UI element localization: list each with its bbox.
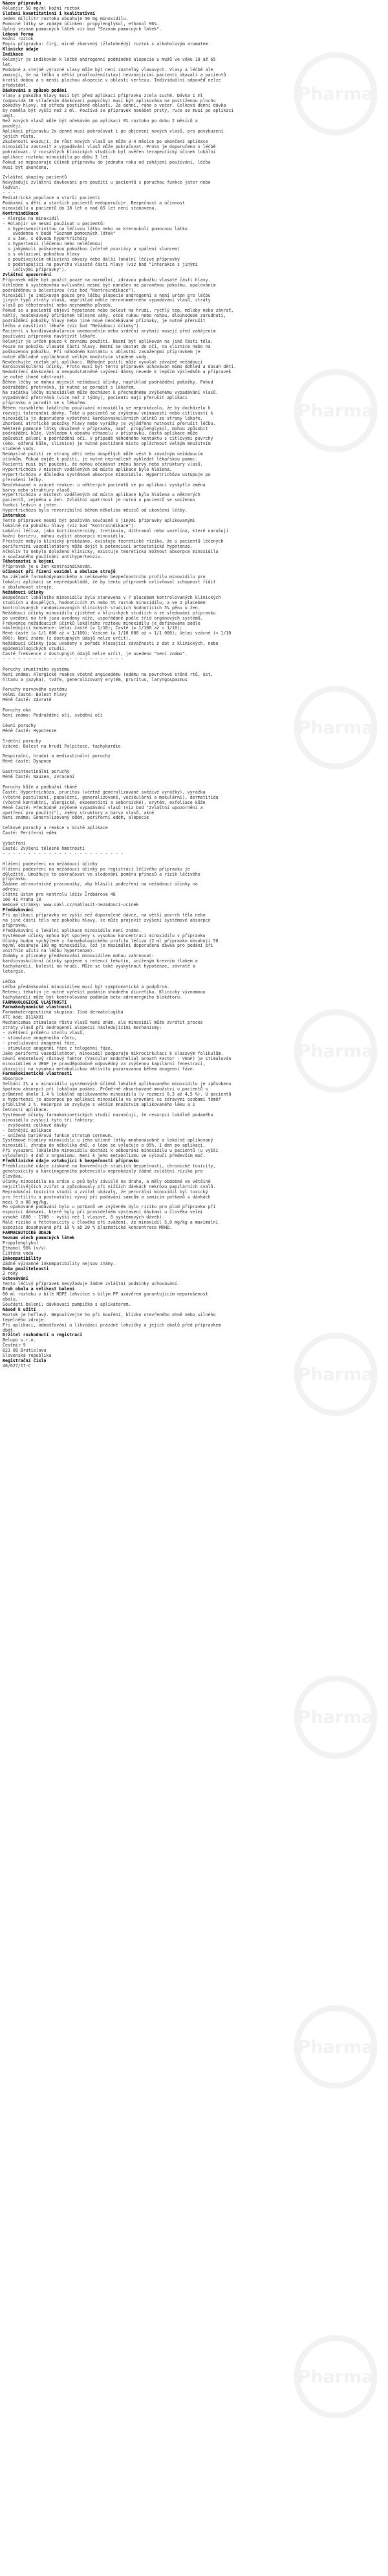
- section-heading: Název přípravku: [3, 1, 41, 6]
- body-text-line: Gastrointestinální poruchy: [3, 769, 70, 775]
- body-text-line: musí být ukončena.: [3, 164, 49, 170]
- pharma-watermark-logo: [287, 2328, 384, 2425]
- body-text-line: Vzhledem k systémovému ovlivnění nesmí být nanášen na poraněnou pokožku, opalováním: [3, 282, 216, 288]
- body-text-line: kožní bariéru, mohou zvýšit absorpci minoxidilu.: [3, 533, 126, 539]
- section-heading: Indikace: [3, 52, 23, 58]
- body-text-line: Při aplikaci, odmašťování a likvidaci prázdné lahvičky a jejích obalů před přípravkem: [3, 1322, 221, 1328]
- section-heading: Seznam všech pomocných látek: [3, 1235, 75, 1240]
- pharma-watermark-logo: [287, 1998, 384, 2095]
- body-text-line: Během léčby se mohou objevit nežádoucí účinky, například podráždění pokožky. Pokud: [3, 380, 213, 385]
- body-text-line: Než nových vlasů může být očekáván po aplikaci 0% roztoku po dobu 2 měsíců a: [3, 118, 198, 124]
- body-text-line: Frekvence nežádoucích účinků lokálního roztoku minoxidilu je definována podle: [3, 620, 200, 626]
- body-text-line: studené vody.: [3, 446, 36, 452]
- body-text-line: Poruchy imunitního systému: [3, 666, 70, 672]
- body-text-line: kardiovaskulární účinky spojené s retencí tekutin, sníženým krevním tlakem a: [3, 958, 198, 964]
- section-heading: Klinické údaje: [3, 47, 39, 52]
- section-heading: Registrační číslo: [3, 1358, 47, 1364]
- body-text-line: Méně časté: Hypotenze: [3, 728, 57, 733]
- section-heading: Držitel rozhodnutí o registraci: [3, 1332, 83, 1338]
- body-text-line: Čestmír 9: [3, 1343, 26, 1348]
- body-text-line: Zkušenosti ukazují, že růst nových vlasů se může 3-4 měsíce po ukončení aplikace: [3, 138, 208, 144]
- section-heading: Uchovávání: [3, 1276, 28, 1282]
- body-text-line: Účinky budou vychýlené z farmakologického profilu léčiva (2 ml přípravku obsahují 50: [3, 938, 219, 944]
- body-text-line: epidemiologických studií.: [3, 646, 67, 652]
- body-text-line: - - - - - - - - - - - - - - - - - - - - - - - -: [3, 656, 124, 662]
- body-text-line: Při vysazení lokálního minoxidilu dochází k odbourání minoxidilu u pacientů (u vyšší: [3, 1148, 219, 1154]
- body-text-line: - - - - - - - - - - - - - - - - - - - - - - - -: [3, 850, 124, 856]
- body-text-line: opatření pro použití"), změny struktury a barvy vlasů, akné: [3, 810, 155, 816]
- svg-text:Pharma: Pharma: [297, 2037, 374, 2057]
- body-text-line: Poruchy oka: [3, 708, 31, 713]
- body-text-line: funkcí ledvin a jater.: [3, 503, 59, 508]
- body-text-line: Hlášení podezření na nežádoucí účinky po registraci léčivého přípravku je: [3, 866, 190, 872]
- body-text-line: Známky a příznaky předávkování minoxidilem mohou zahrnovat:: [3, 953, 155, 959]
- svg-text:Pharma: Pharma: [297, 84, 374, 104]
- body-text-line: Cévní poruchy: [3, 722, 36, 728]
- body-text-line: účinkům. Pokud dojde k požití, je nutné neprodleně vyhledat lékařskou pomoc.: [3, 457, 198, 462]
- body-text-line: Belupo s.r.o.: [3, 1337, 36, 1343]
- body-text-line: 60 ml roztoku v bílé HDPE lahvičce s bílým PP uzávěrem garantujícím neporušenost: [3, 1292, 208, 1297]
- body-text-line: Retenci tekutin je nutné vyřešit podáním vhodného diuretika. Klinicky významnou: [3, 989, 206, 995]
- body-text-line: Přestože nebylo klinicky prokázáno, existuje teoretické riziko, že u pacientů léčených: [3, 538, 224, 544]
- blank-line: [3, 734, 385, 739]
- body-text-line: Nežádoucí účinky minoxidilu zjištěné v klinických studiích a ze sledování přípravku: [3, 610, 216, 616]
- svg-text:Pharma: Pharma: [297, 1365, 374, 1385]
- body-text-line: obalu.: [3, 1297, 18, 1303]
- body-text-line: léčivými přípravky").: [3, 266, 67, 272]
- body-text-line: vyloučení) 4 dnů z organismu. Není k jeho metabolizmu ve vyloučí především moč.: [3, 1153, 206, 1159]
- body-text-line: poškozenou pokožku. Při náhodném kontaktu s oblastmi zasaženými přípravkem je: [3, 349, 200, 354]
- body-text-line: Léčba: [3, 979, 16, 984]
- body-text-line: Účinky minoxidilu na srdce u psů byly závislé na druhu, a měly obdobné ve většině: [3, 1178, 211, 1184]
- body-text-line: Propylenglykol: [3, 1240, 39, 1246]
- body-text-line: kratší dobou a s menší plochou alopecie v oblasti vertexu. Individuální odpověď nelze: [3, 77, 221, 83]
- body-text-line: adresu:: [3, 887, 21, 893]
- section-heading: Návod k užití: [3, 1306, 36, 1312]
- body-text-line: o používajícím okluzivní obvazy nebo další lokální léčivé přípravky: [3, 257, 180, 263]
- body-text-line: pokožky hlavy, od středu postižené oblasti. Za denní, ráno a večer. Celková denní dávka: [3, 103, 226, 109]
- blank-line: [3, 719, 385, 724]
- blank-line: [3, 836, 385, 841]
- svg-text:Pharma: Pharma: [297, 1041, 374, 1061]
- body-text-line: náhlý, neočekávaný přírůstek tělesné váhy, otok rukou nebo nohou, dlouhodobé zarudnutí,: [3, 313, 226, 319]
- body-text-line: 46/627/17-C: [3, 1363, 31, 1369]
- body-text-line: Vypadávání přetrvává (více než 2 týdny), pacienti mají přerušit aplikaci: [3, 395, 188, 400]
- body-text-line: Časté: Zvýšení tělesné hmotnosti: [3, 845, 85, 851]
- body-text-line: ztráty vlasů při androgenní alopecii následujícími mechanismy:: [3, 1025, 162, 1031]
- body-text-line: Zvláštní skupiny pacientů: [3, 175, 67, 180]
- body-text-line: Přípravek může být použit pouze na normální, zdravou pokožku vlasaté části hlavy.: [3, 277, 211, 283]
- body-text-line: Žádné významné inkompatibility nejsou známy.: [3, 1261, 116, 1266]
- body-text-line: Státní ústav pro kontrolu léčiv Šrobárova 48: [3, 892, 116, 898]
- body-text-line: tepelného zdroje.: [3, 1317, 47, 1323]
- body-text-line: používání přípravku navštívit lékaře.: [3, 333, 98, 339]
- body-text-line: Minoxidil je indikován pouze pro léčbu alopecie androgenní a není určen pro léčbu: [3, 292, 211, 298]
- body-text-line: jejich růstu.: [3, 133, 36, 139]
- body-text-line: Rolanjir 50 mg/ml kožní roztok: [3, 5, 80, 11]
- section-heading: Účinnost při řízení vozidel a obsluze strojů: [3, 569, 116, 575]
- body-text-line: minoxidilu zastavit a vypadávání vlasů může pokračovat. Proto je doporučeno v léčbě: [3, 144, 216, 149]
- body-text-line: Popis přípravku: čirý, mírně zbarvený (žlutohnědý) roztok s alkoholovým aromatem.: [3, 41, 211, 47]
- section-heading: Druh obalu a velikost balení: [3, 1286, 75, 1292]
- body-text-line: vysoké (800 - 1700 - vyšší než 1 vlasové, 0 systémových dávek).: [3, 1215, 165, 1220]
- body-text-line: o podstupující na povrchu vlasaté části hlavy (viz bod "Interakce s jinými: [3, 262, 198, 267]
- body-text-line: Přípravek je u žen kontraindikován.: [3, 564, 92, 570]
- body-text-line: vlasů po těhotenství nebo neznámého původu.: [3, 303, 113, 308]
- section-heading: Kontraindikace: [3, 210, 39, 216]
- body-text-line: Méně časté: Nauzea, zvracení: [3, 774, 75, 780]
- body-text-line: Reprodukční toxicita studií u zvířat ukázaly, že perorální minoxidil byl toxický: [3, 1189, 208, 1195]
- body-text-line: přípravku a poradit se s lékařem.: [3, 400, 88, 406]
- section-heading: Interakce: [3, 513, 26, 519]
- body-text-line: Ethanol 96% (v/v): [3, 1245, 47, 1251]
- body-text-line: Cévní endotelový růstový faktor (Vascular Endothelial Growth Factor - VEGF) je stimulován: [3, 1055, 232, 1061]
- section-heading: Léková forma: [3, 31, 34, 37]
- body-text-line: Podobné a stejně výrazné vlasy může být není znateľný vlasových. Vlasy a léčbě ale: [3, 67, 213, 72]
- body-text-line: Roztok je hořlavý. Nepoužívejte ho při kouření, blízko otevřeného ohně nebo silného: [3, 1312, 216, 1317]
- body-text-line: expozici dávkami, které byly při pravidelném vystavení dávkami u člověka velmi: [3, 1209, 203, 1215]
- body-text-line: Malé riziko a fetotoxicity u člověka při zvážení, že minoxidil 5,0 mg/kg a maximální: [3, 1220, 219, 1226]
- body-text-line: způsobit pálení a podráždění očí. V případě náhodného kontaktu s citlivými povrchy: [3, 436, 213, 442]
- body-text-line: Pokud se nepozoruje účinek přípravku do jednoho roku od zahájení používání, léčba: [3, 159, 211, 165]
- section-heading: Doba použitelnosti: [3, 1266, 49, 1272]
- section-heading: Dávkování a způsob podání: [3, 87, 67, 93]
- body-text-line: Systémové hladiny minoxidilu u jeho účinné látky mnohonásobně a lokálně aplikovaný: [3, 1138, 213, 1143]
- body-text-line: Časté frekvence z dostupných údajů nelze určit, je uvedeno "není známo".: [3, 651, 188, 657]
- body-text-line: průměrně okolo 1,4 % lokálně aplikovaného minoxidilu (v rozmezí 0,3 až 4,5 %). U pacientů: [3, 1092, 232, 1098]
- body-text-line: minoxidilu u pacientů do 18 let a nad 65 let není stanovena.: [3, 205, 157, 211]
- body-text-line: Hypertrichóza v místech vzdálených od místa aplikace byla hlášena.: [3, 466, 173, 472]
- body-text-line: mg/ml obsahuje 100 mg minoxidilu, což je maximální doporučená dávka pro podání při: [3, 943, 213, 949]
- body-text-line: Časté: Hypertrichóza, pruritus (včetně generalizované svědivé vyrážky), vyrážka: [3, 789, 206, 795]
- body-text-line: Velmi časté: Bolest hlavy: [3, 692, 67, 698]
- body-text-line: 000); Není známo (z dostupných údajů nelze určit).: [3, 636, 131, 642]
- body-text-line: aplikace roztoku minoxidilu po dobu 3 let.: [3, 154, 111, 160]
- body-text-line: špatnou absorpcí při lokálním podání. Průměrně absorbované množství u pacientů s: [3, 1087, 208, 1092]
- body-text-line: Neúmyslné požití ze strany dětí nebo dospělých může vést k závažným nežádoucím: [3, 451, 203, 457]
- body-text-line: o hypertenzí (léčenou nebo neléčenou): [3, 241, 103, 247]
- body-text-line: Pacienti musí být poučeni, že mohou očekávat změnu barvy nebo struktury vlasů.: [3, 461, 203, 467]
- body-text-line: Součástí balení: dávkovací pumpička s aplikátorem.: [3, 1301, 131, 1307]
- section-heading: FARMACEUTICKÉ ÚDAJE: [3, 1230, 52, 1236]
- body-text-line: - zvyšování celkové dávky: [3, 1122, 67, 1128]
- body-text-line: Rolanjir je indikován k léčbě androgenní podmíněné alopecie u mužů ve věku 18 až 65: [3, 57, 216, 63]
- body-text-line: a současného používání antihypertenziv.: [3, 554, 103, 559]
- body-text-line: Pomocné látky se známým účinkem: propylenglykol, ethanol 96%.: [3, 21, 160, 27]
- section-heading: Farmakokinetické vlastnosti: [3, 1071, 72, 1077]
- body-text-line: Tento přípravek nesmí být používán současně s jinými přípravky aplikovanými: [3, 518, 195, 524]
- leaflet-document: [3, 1, 385, 1369]
- body-text-line: uvedenou v bodě "Seznam pomocných látek": [3, 231, 116, 237]
- body-text-line: tachykardií, bolestí na hrudi. Může se také vyskytnout hypotenze, závratě a: [3, 964, 195, 969]
- body-text-line: zmazují, že na léčbu u větší prodloužení(stav) nevznajícími pacienti ukazali a pacientů: [3, 72, 226, 78]
- body-text-line: Srdeční poruchy: [3, 738, 41, 744]
- body-text-line: přípravku.: [3, 922, 28, 928]
- body-text-line: kontrolovaných randomizovaných klinických studiích hodnotících 5% pěnu u žen.: [3, 605, 200, 611]
- body-text-line: Absorpce: [3, 1076, 23, 1082]
- body-text-line: o s okluzivní pokožkou hlavy: [3, 252, 80, 257]
- body-text-line: Bezpečnost lokálního minoxidilu byla stanovena v 7 placebem kontrolovaných klinických: [3, 594, 221, 600]
- body-text-line: Předávkování s lokální aplikace minoxidilu není známo.: [3, 927, 142, 933]
- body-text-line: minoxidilu je doporučeno vyšetření kardiovaskulárních účinků ze strany lékaře.: [3, 415, 203, 421]
- body-text-line: minoxidil, zhruba do několika dnů, a lépe se vylučuje o 95%. 1 den po aplikaci.: [3, 1143, 206, 1149]
- body-text-line: lokálně na pokožku hlavy (viz bod "Kontraindikace").: [3, 523, 136, 529]
- body-text-line: o jakýmkoli poškozenou pokožkou (včetně psoriázy a spálení sluncem): [3, 246, 180, 252]
- body-text-line: - Alergie na minoxidil: [3, 215, 59, 221]
- body-text-line: Selhání 2% a u minoxidilu systémových účinků lokálně aplikovaného minoxidilu je způsobeno: [3, 1081, 232, 1087]
- body-text-line: předvídat.: [3, 82, 28, 88]
- body-text-line: podráždění pokožky hlavy nebo jiné nové neočekávané příznaky, je nutné přerušit: [3, 318, 206, 324]
- body-text-line: Čištěná voda: [3, 1250, 34, 1256]
- body-text-line: Vzácné: Bolest na hrudi Palpitace, tachykardie: [3, 743, 121, 749]
- body-text-line: Slovenská republika: [3, 1353, 52, 1359]
- body-text-line: Pediatrická populace a starší pacienti: [3, 195, 100, 201]
- section-heading: Složení kvantitativní i kvalitativní: [3, 10, 95, 16]
- body-text-line: Webové stránky: www.sukl.cz/nahlasit-nezadouci-ucinek: [3, 902, 139, 908]
- body-text-line: Zhoršení atrofické pokožky hlavy nebo vyrážky je vyjádřeno nutností přerušit léčbu.: [3, 420, 216, 426]
- body-text-line: Farmakoterapeutická skupina: Jiná dermatologika: [3, 1010, 124, 1015]
- body-text-line: (oko, odřená kůže, sliznice) je nutné postižené místo opláchnout velkým množstvím: [3, 441, 211, 447]
- body-text-line: - snížená bariérová funkce stratum corneum.: [3, 1132, 113, 1138]
- body-text-line: Ačkoliv to nebylo doloženo klinicky, existuje teoretická možnost absorpce minoxidilu: [3, 548, 219, 554]
- section-heading: Inkompatibility: [3, 1255, 41, 1261]
- body-text-line: a obsluhovat stroje.: [3, 585, 54, 590]
- section-heading: Farmakodynamické vlastnosti: [3, 1004, 72, 1010]
- body-text-line: (odpovídá 10 stlačením dávkovací pumpičky) musí být aplikována na postiženou plochu: [3, 98, 216, 103]
- body-text-line: Mechanismus stimulace růstu vlasů není znám, ale minoxidil může zvrátit proces: [3, 1020, 203, 1026]
- body-text-line: Pokud se u pacientů objeví hypotenze nebo bolest na hrudi, rychlý tep, mdloby nebo závrať,: [3, 308, 234, 314]
- body-text-line: Nevyžadují zvláštní dávkování pro použití u pacientů s poruchou funkce jater nebo: [3, 180, 211, 186]
- body-text-line: ledvin.: [3, 185, 21, 191]
- body-text-line: minoxidilem a VEGF je pravděpodobně odpovědný za zvýšenou kapilární fenestraci,: [3, 1061, 206, 1066]
- body-text-line: Žádáme zdravotnické pracovníky, aby hlásili podezření na nežádoucí účinky na: [3, 882, 198, 887]
- body-text-line: Úplný seznam pomocných látek viz bod "Seznam pomocných látek".: [3, 26, 162, 32]
- body-text-line: Během rozsáhlého lokálního používání minoxidilu se neprokázalo, že by docházelo k: [3, 405, 211, 411]
- body-text-line: člověka.: [3, 1173, 23, 1179]
- svg-text:Pharma: Pharma: [297, 718, 374, 738]
- body-text-line: důležité. Umožňuje to pokračovat ve sledování poměru přínosů a rizik léčivého: [3, 871, 200, 877]
- body-text-line: jiných typů ztráty vlasů, například náhle nerovnoměrného vypadávání vlasů, ztráty: [3, 298, 211, 303]
- body-text-line: Neočekávané a vzácné reakce: u některých pacientů se po aplikaci vyskytla změna: [3, 482, 206, 488]
- body-text-line: vnitřním užití na léčbu hypertenze).: [3, 948, 95, 954]
- body-text-line: Jeden mililitr roztoku obsahuje 50 mg minoxidilu.: [3, 16, 129, 21]
- body-text-line: Méně časté: Dyspnoe: [3, 759, 52, 764]
- section-heading: Předávkování: [3, 907, 34, 913]
- svg-text:Pharma: Pharma: [297, 2367, 374, 2387]
- body-text-line: Poruchy nervového systému: [3, 687, 67, 693]
- body-text-line: minoxidilu zvyšují tyto tři faktory:: [3, 1117, 95, 1123]
- section-heading: Těhotenství a kojení: [3, 559, 54, 565]
- body-text-line: následující konvence: Velmi časté (≥ 1/10); Časté (≥ 1/100 až < 1/10);: [3, 625, 182, 631]
- body-text-line: Léčba předávkování minoxidilem musí být symptomatická a podpůrná.: [3, 984, 170, 990]
- body-text-line: expozice dosahovaná při 10 % až 20 % plazmatické koncentrace MRHD.: [3, 1225, 173, 1231]
- body-text-line: Některé pomocné látky obsažené v přípravku, např. propylenglykol, mohou způsobit: [3, 426, 208, 431]
- body-text-line: Na základě farmakodynamického a celkového bezpečnostního profilu minoxidilu pro: [3, 574, 206, 580]
- body-text-line: Celkové poruchy a reakce v místě aplikace: [3, 825, 108, 831]
- body-text-line: Systémové účinky farmakokinetických studií naznačují, že resorpci lokálně podaného: [3, 1112, 213, 1118]
- body-text-line: (včetně pustulózní, papulózní, generalizované, vezikulární a makulární), dermatitida: [3, 794, 219, 800]
- body-text-line: pro fertilitu a postnatální vývoj při podávání samcům a samicím potkanů v dávkách: [3, 1194, 211, 1200]
- body-text-line: barvy nebo struktury vlasů.: [3, 487, 72, 493]
- body-text-line: Není známo: Alergické reakce včetně angioedému (edému na povrchové stěně rtů, úst,: [3, 671, 213, 677]
- body-text-line: 821 08 Bratislava: [3, 1348, 47, 1354]
- body-text-line: - - -: [3, 190, 16, 196]
- body-text-line: Nevdechujte roztok při aplikaci. Náhodné požití může vyvolat závažné nežádoucí: [3, 359, 203, 365]
- body-text-line: Hypertrichóza v důsledku systémové absorpce minoxidilu. Hypertrichóza ustupuje po: [3, 471, 211, 477]
- body-text-line: Podávání u dětí a starších pacientů nedoporučuje. Bezpečnost a účinnost: [3, 200, 185, 206]
- body-text-line: periferními vazodilatátory může dojít k potenciaci ortostatické hypotenze.: [3, 543, 193, 549]
- body-text-line: Není známo: Podráždění očí, svědění očí: [3, 713, 103, 719]
- body-text-line: Rolanjir je určen pouze k zevnímu použití. Nesmí být aplikován na jiné části těla.: [3, 338, 213, 344]
- section-heading: Zvláštní upozornění: [3, 272, 52, 277]
- body-text-line: po uvedení na trh jsou uvedeny níže, uspořádané podle tříd orgánových systémů.: [3, 615, 203, 621]
- blank-line: [3, 703, 385, 708]
- body-text-line: pokračovat. V rozsáhlých klinických studiích byl ověřen terapeutický účinek lokální: [3, 149, 216, 155]
- body-text-line: ukazující na vysokou metabolickou aktivitu pozorovanou během anagenní fáze.: [3, 1066, 195, 1072]
- body-text-line: dbát.: [3, 1327, 16, 1333]
- body-text-line: Jako periferní vazodilatátor, minoxidil podporuje mikrocirkulaci k vlasovým folikulům.: [3, 1050, 224, 1056]
- body-text-line: Systémové účinky mohou být spojeny s vysokou koncentrací minoxidilu v přípravku: [3, 933, 206, 938]
- body-text-line: lokální aplikaci se nepředpokládá, že by tento přípravek ovlivňoval schopnost řídit: [3, 579, 216, 585]
- body-text-line: Hypertrichóza v místech vzdálených od místa aplikace byla hlášena u některých: [3, 492, 200, 498]
- body-text-line: mezi 9 a 80 mg/kg.: [3, 1199, 49, 1205]
- body-text-line: nejcitlivějších zvířat a způsobovaly při nižších dávkách nekrózu papilárních svalů.: [3, 1184, 216, 1189]
- section-heading: Předklinické údaje vztahující k bezpečnosti přípravku: [3, 1158, 139, 1164]
- body-text-line: kardiovaskulární účinky. Proto musí být tento přípravek uchováván mimo dohled a dosah dětí.: [3, 364, 237, 370]
- body-text-line: tachykardii může být kontrolována podáním beta-adrenergního blokátoru.: [3, 994, 182, 1000]
- body-text-line: ATC kód: D11AX01: [3, 1015, 44, 1021]
- body-text-line: Kožní roztok: [3, 36, 34, 42]
- body-text-line: Na začátku léčby minoxidilem může docházet k přechodnému zvýšenému vypadávání vlasů.: [3, 390, 219, 396]
- body-text-line: - prodlužování anagenní fáze,: [3, 1040, 78, 1046]
- body-text-line: Méně časté (≥ 1/1 000 až < 1/100); Vzácné (≥ 1/10 000 až < 1/1 000); Velmi vzácné (< 1/10: [3, 631, 232, 636]
- body-text-line: - zvětšení průměru stvolu vlasů,: [3, 1030, 85, 1036]
- body-text-line: Aplikaci přípravku 2x denně musí pokračovat i po objevení nových vlasů, pro povzbuzení: [3, 129, 224, 135]
- body-text-line: podráždění kůže. Vzhledem k obsahu ethanolu v přípravku, častá aplikace může: [3, 431, 198, 437]
- body-text-line: - četnější aplikace: [3, 1127, 52, 1133]
- body-text-line: - Rolanjir se nesmí používat u pacientů:: [3, 221, 105, 226]
- body-text-line: na jiné části těla než pokožku hlavy, se může projevit zvýšení systémové absorpce: [3, 917, 211, 923]
- body-text-line: let.: [3, 62, 13, 68]
- pharma-watermark-logo: [287, 1669, 384, 1766]
- body-text-line: letargie.: [3, 969, 26, 975]
- svg-text:Pharma: Pharma: [297, 401, 374, 421]
- body-text-line: studiích u dospělých, hodnotících 2% nebo 5% roztok minoxidilu, a ve 2 placebem: [3, 600, 206, 605]
- body-text-line: Méně časté: Přechodné zvýšené vypadávání vlasů (viz bod "Zvláštní upozornění a: [3, 805, 203, 810]
- body-text-line: četností aplikace.: [3, 1107, 49, 1112]
- body-text-line: Po opakované podávání bylo u potkanů ve zvýšeném bylo riziko pro plod přípravku při: [3, 1204, 216, 1210]
- body-text-line: Vlasy a pokožka hlavy musí být před aplikací přípravku zcela suché. Dávka 1 ml: [3, 92, 203, 98]
- body-text-line: 2 roky: [3, 1271, 18, 1277]
- body-text-line: Nežádoucí účinky jsou uvedeny v pořadí klesající závažnosti z dat z klinických, nebo: [3, 641, 219, 647]
- body-text-line: Při aplikaci přípravku ve vyšší než doporučené dávce, na větší povrch těla nebo: [3, 912, 206, 918]
- body-text-line: - stimulace anagenní fáze z telogenní fáze.: [3, 1045, 113, 1051]
- body-text-line: hltanu a jazyka), tváře, generalizovaný erytém, pruritus, laryngospasmus: [3, 676, 188, 682]
- body-text-line: umýt.: [3, 113, 16, 119]
- body-text-line: genotoxicity a karcinogenního potenciálu neprokázaly žádné zvláštní riziko pro: [3, 1168, 203, 1174]
- body-text-line: je nutné ihned odstranit.: [3, 374, 67, 380]
- body-text-line: (včetně kontaktní, alergické, ekzematózní a seboroické), erytém, exfoliace kůže: [3, 799, 206, 805]
- svg-text:Pharma: Pharma: [297, 1707, 374, 1727]
- body-text-line: pacientů, zejména u žen. Zvláštní opatrnost je nutná u pacientů se sníženou: [3, 497, 195, 503]
- body-text-line: 100 41 Praha 10: [3, 897, 41, 903]
- body-text-line: Předklinické údaje získané na konvenčních studiích bezpečnosti, chronické toxicity,: [3, 1164, 216, 1169]
- body-text-line: Pouze na pokožku vlasaté části hlavy. Nesmí se dostat do očí, na sliznice nebo na: [3, 343, 211, 349]
- body-text-line: o hypersenzitivitou na léčivou látku nebo na kteroukoli pomocnou látku: [3, 226, 188, 232]
- body-text-line: přípravku.: [3, 876, 28, 882]
- body-text-line: později.: [3, 124, 23, 129]
- section-heading: Nežádoucí účinky: [3, 590, 44, 595]
- body-text-line: - stimulace anagenního růstu,: [3, 1035, 78, 1041]
- body-text-line: Časté: Periferní edém: [3, 830, 57, 836]
- section-heading: FARMAKOLOGICKÉ VLASTNOSTI: [3, 999, 67, 1005]
- body-text-line: Není známo: Generalizovaný edém, periferní edém, alopecie: [3, 815, 149, 821]
- body-text-line: Nedodržení dávkování a neopodstatněné zvýšení dávky nevede k lepším výsledkům a přípravek: [3, 369, 232, 375]
- body-text-line: Méně časté: Závratě: [3, 697, 52, 703]
- body-text-line: léčbu a navštívit lékaře (viz bod "Nežádoucí účinky").: [3, 323, 142, 329]
- body-text-line: Lokální léčiva, jako kortikosteroidy, tretinoin, dithranol nebo vazelína, které narušují: [3, 528, 229, 534]
- body-text-line: Hypertrichóza byla reverzibilní během několika měsíců od ukončení léčby.: [3, 508, 188, 514]
- body-text-line: podrážděnou a bolestivou (viz bod "Kontraindikace").: [3, 287, 136, 293]
- body-text-line: s hypertenzí je absorpce po aplikaci minoxidilu ve srovnání se zdravými osobami téměř: [3, 1097, 221, 1103]
- body-text-line: přerušení léčby.: [3, 477, 44, 482]
- body-text-line: nutné důkladně vypláchnout velkým množstvím studené vody.: [3, 354, 149, 360]
- body-text-line: Tento léčivý přípravek nevyžaduje žádné zvláštní podmínky uchovávání.: [3, 1281, 180, 1287]
- body-text-line: Poruchy kůže a podkožní tkáně: [3, 784, 78, 790]
- body-text-line: Vyšetření: [3, 841, 26, 847]
- body-text-line: Respirační, hrudní a mediastinální poruchy: [3, 753, 111, 759]
- body-text-line: Hlášení podezření na nežádoucí účinky: [3, 861, 98, 867]
- body-text-line: by neměla být vyšší než 2 ml. Používá se přípravek nanášet prsty, ruce se musí po aplikaci: [3, 108, 234, 114]
- body-text-line: podráždění přetrvává, je nutné se poradit s lékařem.: [3, 385, 136, 391]
- body-text-line: rozvoji toleranční dávky. Také u pacientů se zvýšenou vnímavostí nebo citlivostí k: [3, 410, 213, 416]
- body-text-line: o u žen, s důvodu hypertrichózy: [3, 236, 88, 242]
- body-text-line: Pacienti s kardiovaskulárním onemocněním nebo srdeční arytmií musejí před zahájením: [3, 328, 216, 334]
- body-text-line: přibližně 2 %. Resorpce se zvyšuje s větším množstvím aplikovaného léku a s: [3, 1102, 195, 1107]
- blank-line: [3, 975, 385, 980]
